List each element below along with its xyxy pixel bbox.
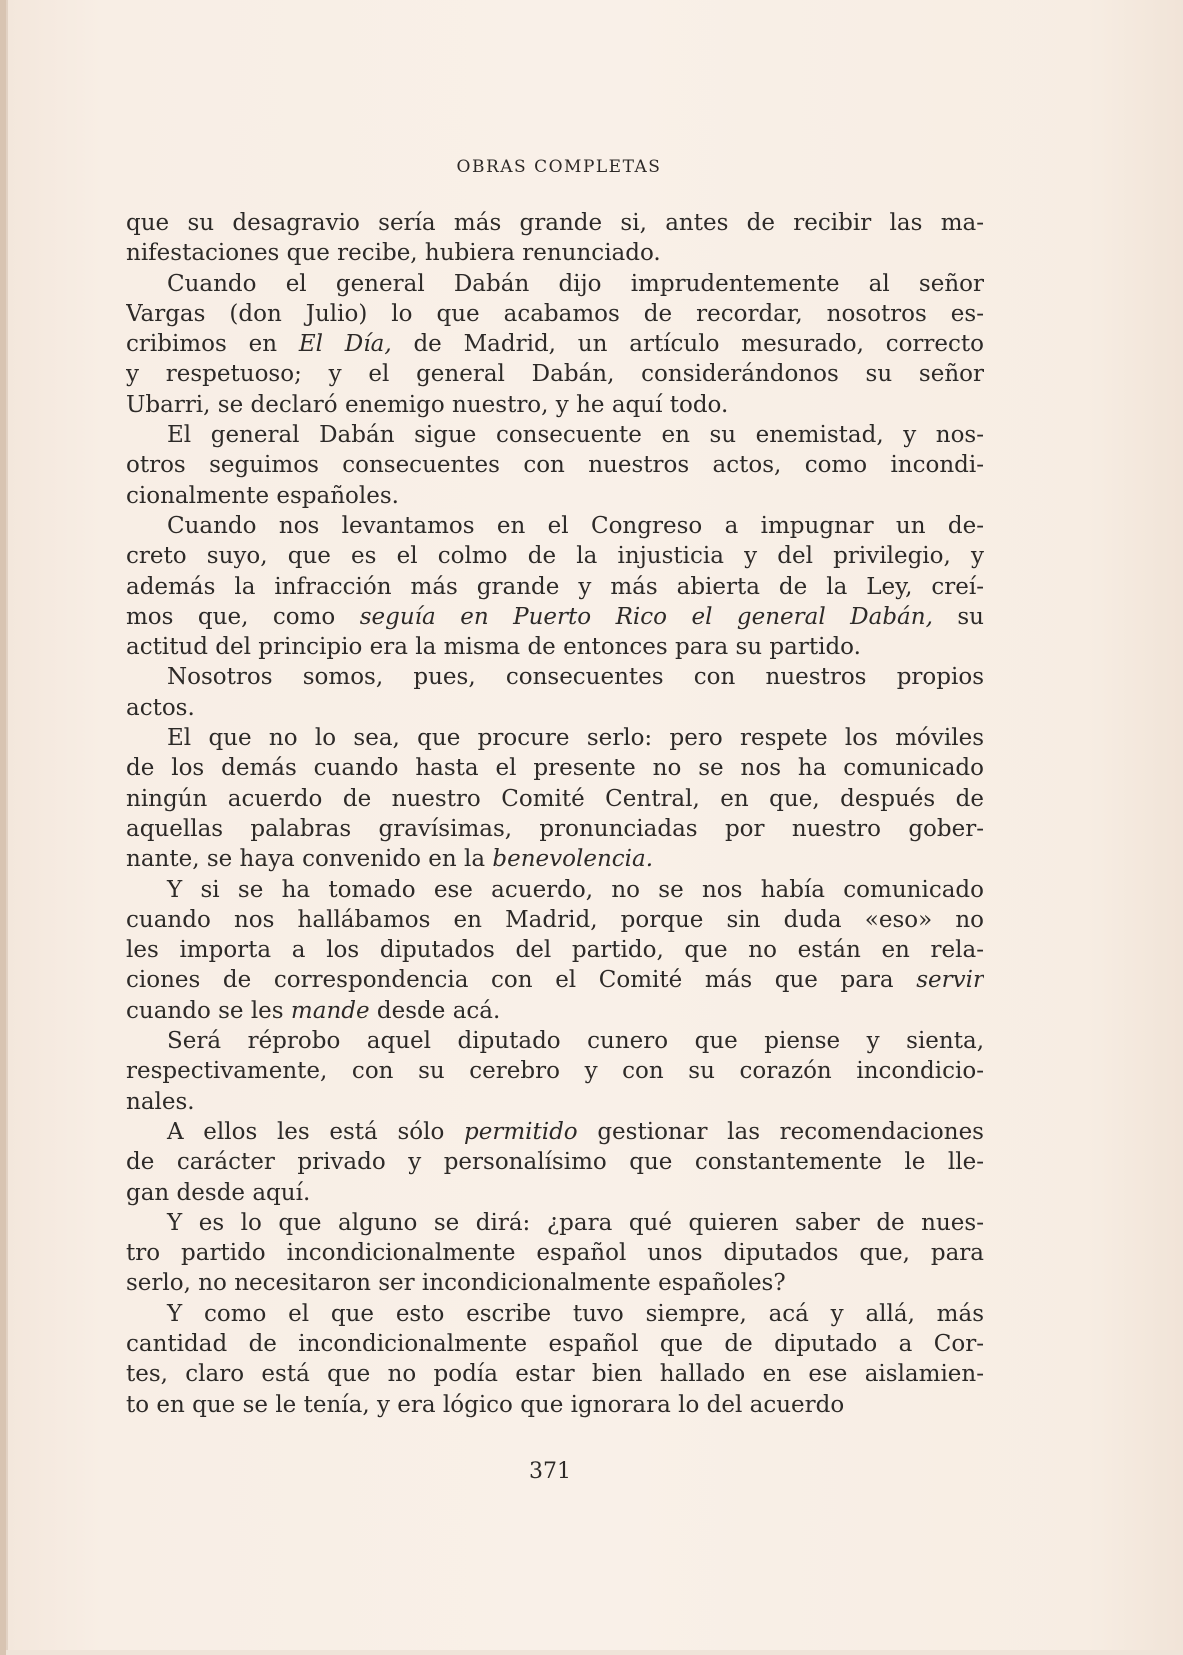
paragraph — [126, 208, 984, 269]
text-run: cuando nos hallábamos en Madrid, porque sin duda «eso» no — [126, 906, 984, 933]
text-line — [126, 1147, 984, 1177]
text-run: tro partido incondicionalmente español unos diputados que, para — [126, 1240, 984, 1267]
italic-text-run: El Día, — [298, 331, 392, 358]
paragraph — [126, 662, 984, 723]
paragraph — [126, 511, 984, 662]
text-line — [126, 450, 984, 480]
text-run: mos que, como — [126, 603, 360, 630]
text-run: creto suyo, que es el colmo de la injusticia y del privilegio, y — [126, 543, 984, 570]
text-line — [126, 481, 984, 511]
text-line — [126, 965, 984, 995]
text-line — [126, 511, 984, 541]
text-line — [126, 723, 984, 753]
text-run: y respetuoso; y el general Dabán, considerándonos su señor — [126, 361, 984, 388]
text-line — [126, 905, 984, 935]
text-run: Y si se ha tomado ese acuerdo, no se nos había comunicado — [167, 876, 984, 903]
text-line — [126, 1238, 984, 1268]
text-line — [126, 420, 984, 450]
text-run: nante, se haya convenido en la — [126, 846, 493, 873]
italic-text-run: servir — [916, 967, 984, 994]
text-line — [126, 844, 984, 874]
text-run: respectivamente, con su cerebro y con su corazón incondicio- — [126, 1058, 984, 1085]
running-head: OBRAS COMPLETAS — [456, 157, 662, 177]
text-run: cionalmente españoles. — [126, 482, 399, 509]
text-line — [126, 602, 984, 632]
text-line — [126, 662, 984, 692]
paragraph — [126, 1299, 984, 1420]
text-run: El que no lo sea, que procure serlo: pero respete los móviles — [167, 725, 984, 752]
text-run: ningún acuerdo de nuestro Comité Central, en que, después de — [126, 785, 984, 812]
text-line — [126, 1359, 984, 1389]
paragraph — [126, 875, 984, 1026]
text-run: to en que se le tenía, y era lógico que ignorara lo del acuerdo — [126, 1391, 845, 1418]
text-run: ciones de correspondencia con el Comité más que para — [126, 967, 917, 994]
paragraph — [126, 420, 984, 511]
text-run: desde acá. — [369, 997, 501, 1024]
text-line — [126, 269, 984, 299]
text-line — [126, 390, 984, 420]
italic-text-run: mande — [290, 997, 370, 1024]
text-line — [126, 1056, 984, 1086]
text-line — [126, 238, 984, 268]
text-run: les importa a los diputados del partido, que no están en rela- — [126, 937, 984, 964]
text-run: gestionar las recomendaciones — [577, 1118, 984, 1145]
text-line — [126, 1390, 984, 1420]
text-run: cribimos en — [126, 331, 299, 358]
text-line — [126, 1117, 984, 1147]
text-run: aquellas palabras gravísimas, pronunciadas por nuestro gober- — [126, 815, 984, 842]
paragraph — [126, 269, 984, 420]
text-line — [126, 1299, 984, 1329]
text-line — [126, 299, 984, 329]
text-line — [126, 1208, 984, 1238]
text-line — [126, 208, 984, 238]
text-line — [126, 935, 984, 965]
text-run: gan desde aquí. — [126, 1179, 311, 1206]
text-run: Y como el que esto escribe tuvo siempre, acá y allá, más — [167, 1300, 984, 1327]
page-number: 371 — [529, 1459, 571, 1484]
text-line — [126, 572, 984, 602]
text-run: de Madrid, un artículo mesurado, correcto — [391, 331, 984, 358]
text-run: su — [932, 603, 984, 630]
text-line — [126, 1178, 984, 1208]
paragraph — [126, 1117, 984, 1208]
text-line — [126, 359, 984, 389]
text-line — [126, 1026, 984, 1056]
text-run: cantidad de incondicionalmente español que de diputado a Cor- — [126, 1330, 984, 1357]
italic-text-run: seguía en Puerto Rico el general Dabán, — [359, 603, 933, 630]
text-run: de los demás cuando hasta el presente no se nos ha comunicado — [126, 755, 984, 782]
italic-text-run: benevolencia. — [492, 846, 654, 873]
text-run: además la infracción más grande y más abierta de la Ley, creí- — [126, 573, 984, 600]
text-run: otros seguimos consecuentes con nuestros actos, como incondi- — [126, 452, 984, 479]
text-run: Vargas (don Julio) lo que acabamos de recordar, nosotros es- — [126, 300, 984, 327]
text-line — [126, 541, 984, 571]
text-run: cuando se les — [126, 997, 291, 1024]
text-run: Y es lo que alguno se dirá: ¿para qué quieren saber de nues- — [167, 1209, 984, 1236]
body-text — [126, 208, 984, 1420]
text-run: Ubarri, se declaró enemigo nuestro, y he aquí todo. — [126, 391, 729, 418]
text-line — [126, 1087, 984, 1117]
text-run: nales. — [126, 1088, 195, 1115]
paragraph — [126, 1208, 984, 1299]
text-run: que su desagravio sería más grande si, antes de recibir las ma- — [126, 210, 984, 236]
text-line — [126, 1268, 984, 1298]
text-line — [126, 1329, 984, 1359]
text-line — [126, 632, 984, 662]
text-line — [126, 329, 984, 359]
text-run: Será réprobo aquel diputado cunero que piense y sienta, — [167, 1028, 984, 1055]
paragraph — [126, 723, 984, 874]
text-run: nifestaciones que recibe, hubiera renunciado. — [126, 240, 661, 267]
paragraph — [126, 1026, 984, 1117]
text-run: Nosotros somos, pues, consecuentes con nuestros propios — [167, 664, 984, 691]
text-run: El general Dabán sigue consecuente en su enemistad, y nos- — [167, 422, 984, 449]
text-line — [126, 875, 984, 905]
text-line — [126, 996, 984, 1026]
text-run: de carácter privado y personalísimo que constantemente le lle- — [126, 1149, 984, 1176]
italic-text-run: permitido — [463, 1118, 578, 1145]
text-run: A ellos les está sólo — [167, 1118, 464, 1145]
text-run: serlo, no necesitaron ser incondicionalmente españoles? — [126, 1270, 786, 1297]
text-line — [126, 753, 984, 783]
text-line — [126, 693, 984, 723]
text-line — [126, 784, 984, 814]
text-run: actitud del principio era la misma de entonces para su partido. — [126, 634, 861, 661]
text-run: Cuando nos levantamos en el Congreso a impugnar un de- — [167, 512, 984, 539]
text-run: actos. — [126, 694, 195, 721]
text-line — [126, 814, 984, 844]
text-run: tes, claro está que no podía estar bien hallado en ese aislamien- — [126, 1361, 984, 1388]
text-run: Cuando el general Dabán dijo imprudentemente al señor — [167, 270, 984, 297]
